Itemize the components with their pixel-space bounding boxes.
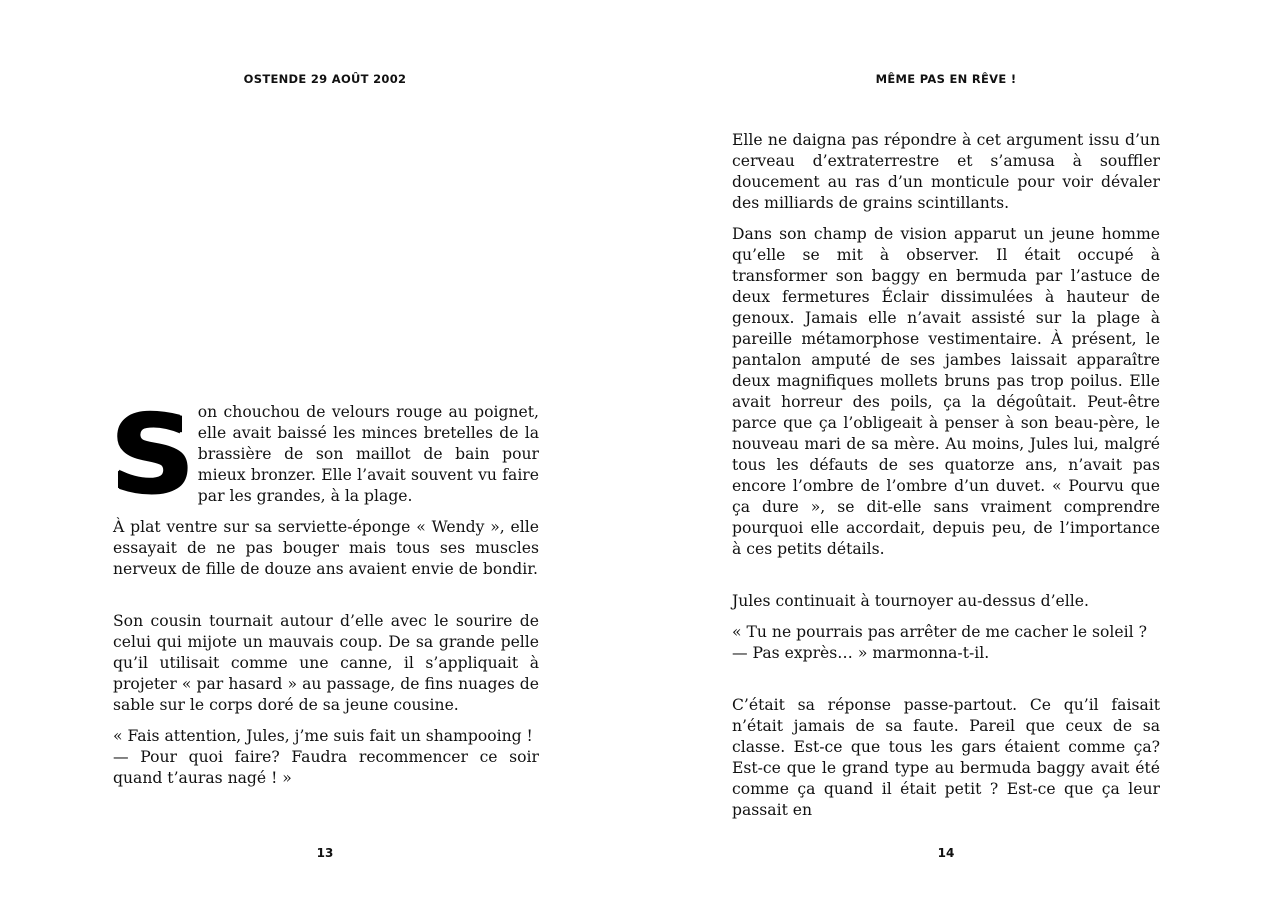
opening-paragraph bbox=[110, 393, 539, 518]
dialogue-line: « Tu ne pourrais pas arrêter de me cacher le soleil ? bbox=[732, 623, 1147, 641]
dialogue-line: — Pas exprès… » marmonna-t-il. bbox=[732, 644, 990, 662]
paragraph: Dans son champ de vision apparut un jeune homme qu’elle se mit à observer. Il était occupé à transformer son baggy en bermuda par l’astuce de deux fermetures Éclair dissimulées à hauteur de genoux. Jamais elle n’avait assisté sur la plage à pareille métamorphose vestimentaire. À présent, le pantalon amputé de ses jambes laissait apparaître deux magnifiques mollets bruns pas trop poilus. Elle avait horreur des poils, ça la dégoûtait. Peut-être parce que ça l’obligeait à penser à son beau-père, le nouveau mari de sa mère. Au moins, Jules lui, malgré tous les défauts de ses quatorze ans, n’avait pas encore l’ombre de l’ombre d’un duvet. « Pourvu que ça dure », se dit-elle sans vraiment comprendre pourquoi elle accordait, depuis peu, de l’importance à ces petits détails. bbox=[732, 225, 1160, 558]
page-number-right: 14 bbox=[937, 846, 955, 860]
right-page-body bbox=[732, 130, 1160, 821]
paragraph: À plat ventre sur sa serviette-éponge « Wendy », elle essayait de ne pas bouger mais tous ses muscles nerveux de fille de douze ans avaient envie de bondir. bbox=[113, 518, 539, 578]
drop-cap: S bbox=[110, 393, 195, 518]
dialogue-line: « Fais attention, Jules, j’me suis fait un shampooing ! bbox=[113, 727, 533, 745]
opening-paragraph-text: on chouchou de velours rouge au poignet, elle avait baissé les minces bretelles de la brassière de son maillot de bain pour mieux bronzer. Elle l’avait souvent vu faire par les grandes, à la plage. bbox=[197, 403, 539, 505]
left-page-body bbox=[110, 393, 539, 789]
paragraph: Son cousin tournait autour d’elle avec le sourire de celui qui mijote un mauvais coup. De sa grande pelle qu’il utilisait comme une canne, il s’appliquait à projeter « par hasard » au passage, de fins nuages de sable sur le corps doré de sa jeune cousine. bbox=[113, 612, 539, 714]
running-head-left: OSTENDE 29 AOÛT 2002 bbox=[243, 72, 407, 86]
dialogue-line: — Pour quoi faire? Faudra recommencer ce soir quand t’auras nagé ! » bbox=[113, 748, 539, 787]
page-number-left: 13 bbox=[316, 846, 334, 860]
running-head-right: MÊME PAS EN RÊVE ! bbox=[875, 72, 1017, 86]
right-page bbox=[636, 0, 1272, 903]
paragraph: C’était sa réponse passe-partout. Ce qu’il faisait n’était jamais de sa faute. Pareil que ceux de sa classe. Est-ce que tous les gars étaient comme ça? Est-ce que le grand type au bermuda baggy avait été comme ça quand il était petit ? Est-ce que ça leur passait en bbox=[732, 696, 1160, 819]
paragraph: Elle ne daigna pas répondre à cet argument issu d’un cerveau d’extraterrestre et s’amusa à souffler doucement au ras d’un monticule pour voir dévaler des milliards de grains scintillants. bbox=[732, 131, 1160, 212]
paragraph: Jules continuait à tournoyer au-dessus d’elle. bbox=[732, 592, 1089, 610]
